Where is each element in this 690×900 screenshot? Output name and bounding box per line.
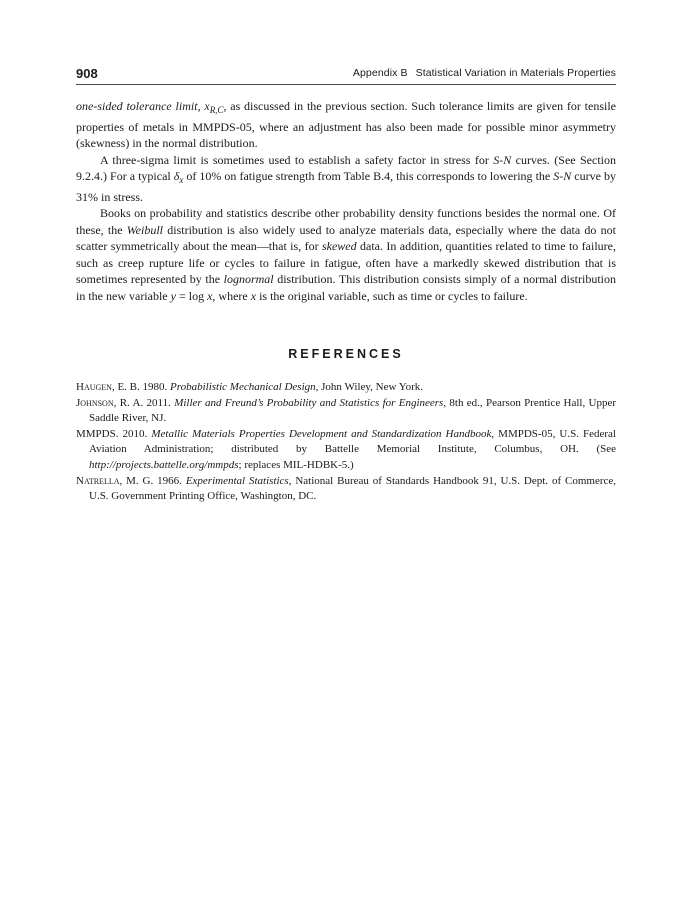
body-text bbox=[76, 98, 616, 304]
reference-title: Miller and Freund’s Probability and Statistics for Engineers bbox=[174, 396, 444, 409]
reference-title: Experimental Statistics bbox=[185, 474, 289, 487]
header-rule bbox=[76, 84, 616, 85]
reference-url-link[interactable]: http://projects.battelle.org/mmpds bbox=[89, 458, 239, 471]
reference-title: Probabilistic Mechanical Design bbox=[170, 381, 316, 393]
chapter-title: Statistical Variation in Materials Properties bbox=[415, 67, 616, 79]
term-sn: S-N bbox=[493, 152, 512, 167]
term-one-sided-tolerance-limit: one-sided tolerance limit bbox=[76, 99, 198, 113]
reference-item: Natrella, M. G. 1966. Experimental Statistics, National Bureau of Standards Handbook 91, U.S. Dept. of Commerce, U.S. Government Printing Office, Washington, DC. bbox=[76, 474, 617, 503]
reference-item: Johnson, R. A. 2011. Miller and Freund’s Probability and Statistics for Engineers, 8th ed., Pearson Prentice Hall, Upper Saddle River, NJ. bbox=[76, 396, 617, 425]
equation-x: x bbox=[207, 288, 213, 303]
appendix-label: Appendix B bbox=[352, 67, 408, 79]
term-weibull: Weibull bbox=[126, 222, 164, 237]
symbol-x: x bbox=[204, 99, 210, 113]
running-head bbox=[353, 67, 616, 79]
symbol-subscript: R,C bbox=[209, 105, 224, 115]
reference-item: MMPDS. 2010. Metallic Materials Properties Development and Standardization Handbook, MMPDS-05, U.S. Federal Aviation Administration; distributed by Battelle Memorial Institute, Columbus, OH. (See http://projects.battelle.org/mmpds; replaces MIL-HDBK-5.) bbox=[76, 427, 616, 471]
references-heading: REFERENCES bbox=[288, 347, 404, 361]
term-lognormal: lognormal bbox=[223, 272, 274, 286]
term-skewed: skewed bbox=[321, 239, 357, 253]
reference-author: Haugen, E. B. bbox=[76, 381, 140, 393]
reference-title: Metallic Materials Properties Development and Standardization Handbook bbox=[151, 427, 492, 440]
symbol-delta-subscript: x bbox=[179, 175, 184, 185]
references-list bbox=[76, 380, 616, 505]
variable-x: x bbox=[250, 288, 257, 303]
reference-author: MMPDS. bbox=[76, 427, 119, 440]
equation-y: y bbox=[170, 288, 176, 303]
page-number: 908 bbox=[76, 66, 98, 81]
reference-item: Haugen, E. B. 1980. Probabilistic Mechanical Design, John Wiley, New York. bbox=[76, 381, 424, 393]
paragraph-1: one-sided tolerance limit, $x_{R,C}$, as discussed in the previous section. Such tolerance limits are given for tensile properties of metals in MMPDS-05, where an adjustment has also been made for possible minor asymmetry (skewness) in the normal distribution. bbox=[76, 99, 616, 150]
reference-author: Johnson, R. A. bbox=[76, 396, 144, 409]
term-sn: S-N bbox=[553, 169, 572, 183]
equation-body: = log bbox=[175, 288, 208, 303]
page-header bbox=[76, 66, 616, 84]
paragraph-2: A three-sigma limit is sometimes used to establish a safety factor in stress for S-N curves. (See Section 9.2.4.) For a typical $\delta_x$ of 10% on fatigue strength from Table B.4, this corresponds to lowering the S-N curve by 31% in stress. bbox=[76, 152, 617, 204]
paragraph-3: Books on probability and statistics describe other probability density functions besides the normal one. Of these, the Weibull distribution is also widely used to analyze materials data, especially where the data do not scatter symmetrically about the mean—that is, for skewed data. In addition, quantities related to time to failure, such as creep rupture life or cycles to failure in fatigue, often have a markedly skewed distribution that is sometimes represented by the lognormal distribution. This distribution consists simply of a normal distribution in the new variable y = log x, where x is the original variable, such as time or cycles to failure. bbox=[76, 206, 616, 303]
reference-author: Natrella, M. G. bbox=[76, 474, 154, 487]
symbol-delta: δ bbox=[173, 169, 180, 183]
